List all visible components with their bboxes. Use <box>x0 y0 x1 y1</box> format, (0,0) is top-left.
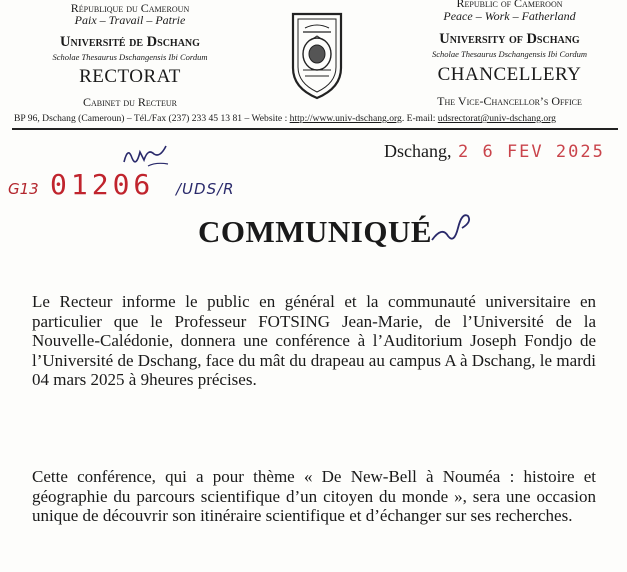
body-paragraph-2: Cette conférence, qui a pour thème « De New-Bell à Nouméa : histoire et géographie du parcours scientifique d’un citoyen du monde », sera une occasion unique de découvrir son itinéraire scientifique et d’échanger sur ses recherches. <box>32 467 596 525</box>
reference-suffix: /UDS/R <box>176 180 235 198</box>
left-motto: Paix – Travail – Patrie <box>74 13 186 27</box>
email-link[interactable]: udsrectorat@univ-dschang.org <box>437 113 556 124</box>
body-paragraph-1: Le Recteur informe le public en général et la communauté universitaire en particulier que le Professeur FOTSING Jean-Marie, de l’Université de la Nouvelle-Calédonie, donnera une conférence à l’Auditorium Joseph Fondjo de l’Université de Dschang, face du mât du drapeau au campus A à Dschang, le mardi 04 mars 2025 à 9heures précises. <box>32 292 596 389</box>
left-cabinet: Cabinet du Recteur <box>83 95 177 109</box>
document-title: COMMUNIQUÉ <box>198 214 433 249</box>
header-rule <box>12 128 618 130</box>
contact-prefix: BP 96, Dschang (Cameroun) – Tél./Fax (237) 233 45 13 81 – Website : <box>14 113 290 124</box>
reference-number-stamp: 01206 <box>50 168 155 201</box>
left-republic: République du Cameroun <box>70 1 190 15</box>
website-link[interactable]: http://www.univ-dschang.org <box>289 113 402 124</box>
right-university-name: University of Dschang <box>439 31 580 47</box>
city-label: Dschang, <box>384 141 452 161</box>
initial-mark-icon <box>428 206 472 248</box>
right-latin-motto: Scholae Thesaurus Dschangensis Ibi Cordum <box>431 49 588 59</box>
left-latin-motto: Scholae Thesaurus Dschangensis Ibi Cordum <box>52 52 208 62</box>
contact-line <box>14 113 556 124</box>
right-motto: Peace – Work – Fatherland <box>443 9 576 23</box>
right-cabinet: The Vice-Chancellor’s Office <box>437 94 582 108</box>
university-seal-icon <box>285 10 349 102</box>
right-republic: Republic of Cameroon <box>456 0 563 10</box>
right-office: CHANCELLERY <box>437 64 582 85</box>
left-office: RECTORAT <box>79 66 181 87</box>
email-label: . E-mail: <box>401 113 438 124</box>
left-university-name: Université de Dschang <box>60 34 200 50</box>
date-stamp: 2 6 FEV 2025 <box>458 142 605 162</box>
reference-handwritten-prefix: G13 <box>8 180 39 198</box>
